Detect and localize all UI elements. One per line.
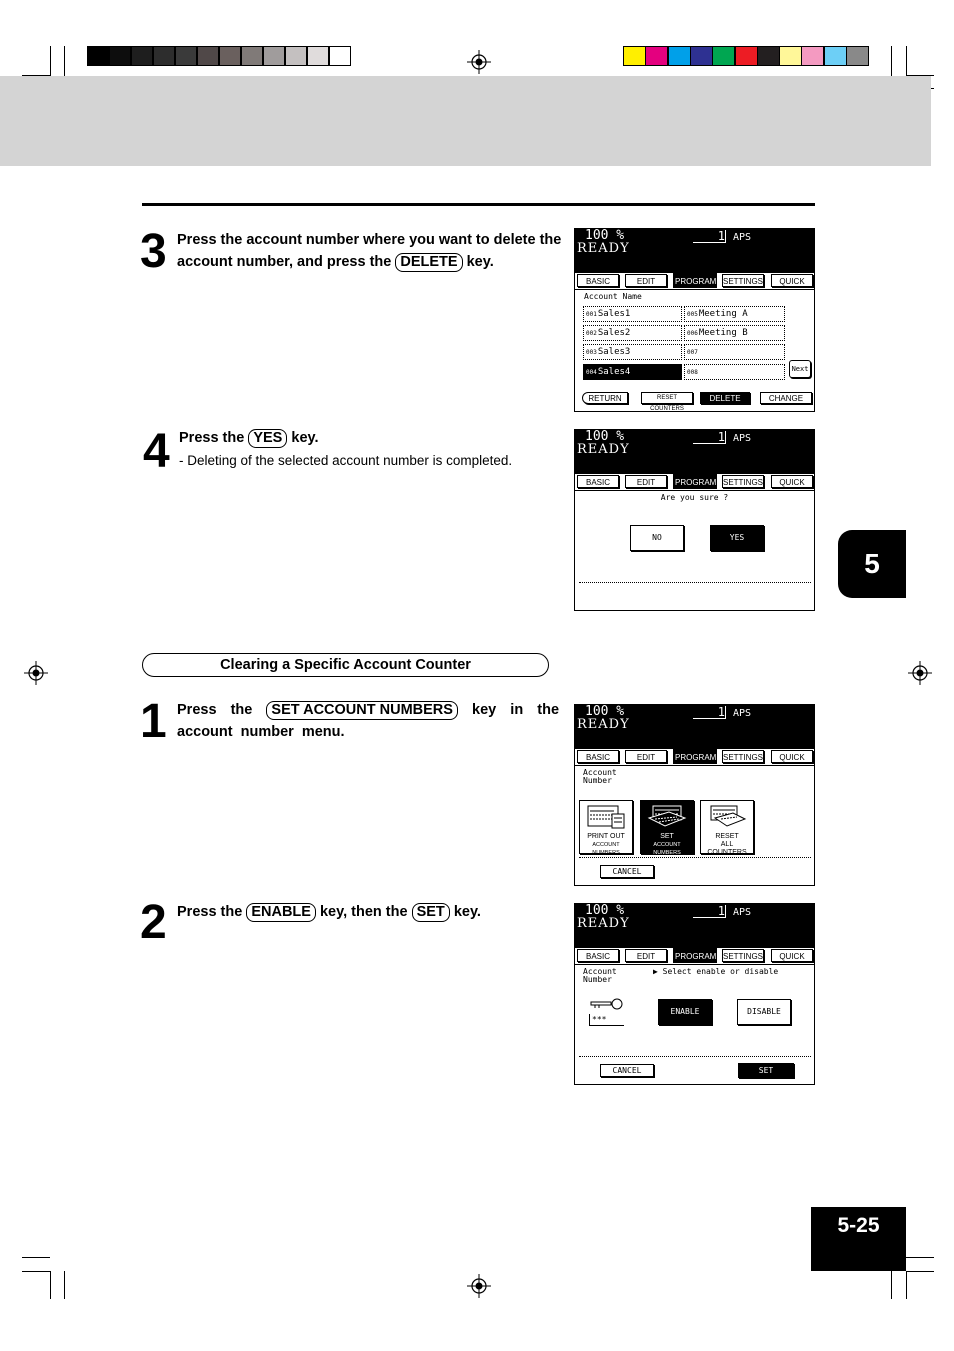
color-swatch xyxy=(197,46,219,66)
color-swatch xyxy=(87,46,109,66)
lcd-tab-bar xyxy=(575,474,814,491)
account-name: Meeting B xyxy=(698,328,748,338)
heading-line: Account xyxy=(583,967,617,976)
lcd-tab-bar xyxy=(575,749,814,766)
account-cell-003[interactable] xyxy=(583,344,682,360)
step-text: key. xyxy=(466,254,494,270)
lcd-status-bar xyxy=(575,904,814,948)
zoom-readout: 100 % xyxy=(585,903,625,918)
account-name: Sales1 xyxy=(597,309,631,319)
account-number: 002 xyxy=(586,330,597,337)
tab-program[interactable]: PROGRAM xyxy=(674,949,716,962)
tab-settings[interactable]: SETTINGS xyxy=(722,475,764,488)
copy-quantity: 1 xyxy=(693,230,726,243)
lcd-status-bar xyxy=(575,430,814,474)
account-number-heading xyxy=(583,769,617,785)
color-swatch xyxy=(645,46,668,66)
tab-basic[interactable]: BASIC xyxy=(577,949,619,962)
ready-status: READY xyxy=(577,916,630,931)
print-list-icon xyxy=(584,804,628,830)
color-swatch xyxy=(241,46,263,66)
step-number: 3 xyxy=(140,225,165,278)
divider xyxy=(579,857,811,858)
set-account-numbers-key-label: SET ACCOUNT NUMBERS xyxy=(266,701,458,720)
enable-button[interactable]: ENABLE xyxy=(658,999,712,1025)
copy-quantity: 1 xyxy=(693,706,726,719)
step-text: Press the xyxy=(177,702,253,718)
icon-label: ALL COUNTERS xyxy=(707,841,747,856)
step-instruction xyxy=(179,427,569,449)
account-number: 005 xyxy=(687,311,698,318)
page-number: 5-25 xyxy=(811,1207,906,1271)
delete-key-label: DELETE xyxy=(395,253,462,272)
step-number: 4 xyxy=(143,425,168,478)
account-cell-001[interactable] xyxy=(583,306,682,322)
tab-edit[interactable]: EDIT xyxy=(625,750,667,763)
lcd-status-bar xyxy=(575,229,814,273)
no-button[interactable]: NO xyxy=(630,525,684,551)
copy-quantity: 1 xyxy=(693,905,726,918)
reset-counters-button[interactable]: RESET COUNTERS xyxy=(641,392,693,404)
color-swatch xyxy=(801,46,824,66)
color-swatch xyxy=(175,46,197,66)
tab-program[interactable]: PROGRAM xyxy=(674,750,716,763)
next-page-button[interactable]: Next xyxy=(789,360,811,378)
account-number: 003 xyxy=(586,349,597,356)
delete-button[interactable]: DELETE xyxy=(700,392,750,404)
color-swatch xyxy=(846,46,869,66)
step-text: Press the account number where you want to delete the account number, and press the xyxy=(177,232,562,270)
registration-mark-icon xyxy=(467,50,491,74)
step-text: key. xyxy=(291,430,319,446)
account-name: Sales2 xyxy=(597,328,631,338)
prompt-text: Select enable or disable xyxy=(662,967,779,976)
color-swatch xyxy=(109,46,131,66)
color-swatch xyxy=(690,46,713,66)
section-rule xyxy=(142,203,815,206)
color-swatch xyxy=(779,46,802,66)
account-name-heading: Account Name xyxy=(584,292,642,301)
yes-button[interactable]: YES xyxy=(710,525,764,551)
account-number-heading xyxy=(583,968,617,984)
color-swatch xyxy=(735,46,758,66)
step-text: key, then the xyxy=(319,904,408,920)
tab-basic[interactable]: BASIC xyxy=(577,475,619,488)
chapter-tab: 5 xyxy=(838,530,906,598)
aps-indicator: APS xyxy=(733,907,752,918)
set-button[interactable]: SET xyxy=(738,1063,794,1078)
change-button[interactable]: CHANGE xyxy=(760,392,812,404)
lcd-screen-account-menu xyxy=(574,704,815,886)
play-arrow-icon: ▶ xyxy=(653,967,658,976)
icon-label: ACCOUNT NUMBERS xyxy=(592,842,620,856)
tab-edit[interactable]: EDIT xyxy=(625,949,667,962)
zoom-readout: 100 % xyxy=(585,429,625,444)
set-keyboard-icon xyxy=(645,804,689,830)
tab-program[interactable]: PROGRAM xyxy=(674,475,716,488)
lcd-tab-bar xyxy=(575,948,814,965)
cancel-button[interactable]: CANCEL xyxy=(600,1064,654,1077)
step-number: 1 xyxy=(140,695,165,748)
step-text: key in the account number menu. xyxy=(177,702,560,740)
registration-mark-icon xyxy=(467,1274,491,1298)
aps-indicator: APS xyxy=(733,708,752,719)
account-cell-002[interactable] xyxy=(583,325,682,341)
account-cell-005[interactable] xyxy=(684,306,785,322)
heading-line: Number xyxy=(583,776,612,785)
step-note: - Deleting of the selected account number is completed. xyxy=(179,453,513,468)
step-number: 2 xyxy=(140,896,165,949)
tab-settings[interactable]: SETTINGS xyxy=(722,949,764,962)
color-swatch xyxy=(668,46,691,66)
aps-indicator: APS xyxy=(733,433,752,444)
color-swatch xyxy=(219,46,241,66)
tab-quick[interactable]: QUICK xyxy=(771,475,813,488)
zoom-readout: 100 % xyxy=(585,228,625,243)
color-swatch xyxy=(329,46,351,66)
step-instruction xyxy=(177,901,567,923)
account-cell-008[interactable] xyxy=(684,364,785,380)
lcd-screen-account-list xyxy=(574,228,815,412)
ready-status: READY xyxy=(577,717,630,732)
aps-indicator: APS xyxy=(733,232,752,243)
lcd-screen-confirm-delete xyxy=(574,429,815,611)
account-number: 001 xyxy=(586,311,597,318)
color-swatch xyxy=(307,46,329,66)
account-number: 007 xyxy=(687,349,698,356)
reset-all-counters-button[interactable] xyxy=(700,800,754,854)
set-account-numbers-button[interactable] xyxy=(640,800,694,854)
tab-edit[interactable]: EDIT xyxy=(625,274,667,287)
header-band xyxy=(0,76,931,166)
color-swatch xyxy=(757,46,780,66)
copy-quantity: 1 xyxy=(693,431,726,444)
icon-label: PRINT OUT xyxy=(587,833,625,840)
tab-basic[interactable]: BASIC xyxy=(577,750,619,763)
step-text: Press the xyxy=(177,904,243,920)
reset-counters-icon xyxy=(705,804,749,830)
account-name: Sales3 xyxy=(597,347,631,357)
tab-quick[interactable]: QUICK xyxy=(771,274,813,287)
set-key-label: SET xyxy=(412,903,450,922)
icon-label: SET xyxy=(660,833,674,840)
yes-key-label: YES xyxy=(248,429,287,448)
color-swatch xyxy=(263,46,285,66)
lcd-status-bar xyxy=(575,705,814,749)
password-stars: *** xyxy=(589,1014,624,1026)
account-number: 008 xyxy=(687,369,698,376)
tab-edit[interactable]: EDIT xyxy=(625,475,667,488)
account-cell-007[interactable] xyxy=(684,344,785,360)
account-number: 006 xyxy=(687,330,698,337)
lcd-screen-enable-disable xyxy=(574,903,815,1085)
step-instruction xyxy=(177,229,567,273)
icon-label: ACCOUNT NUMBERS xyxy=(653,842,681,856)
account-name: Meeting A xyxy=(698,309,748,319)
tab-quick[interactable]: QUICK xyxy=(771,750,813,763)
step-text: key. xyxy=(453,904,481,920)
heading-line: Account xyxy=(583,768,617,777)
account-cell-006[interactable] xyxy=(684,325,785,341)
color-swatch xyxy=(623,46,646,66)
ready-status: READY xyxy=(577,442,630,457)
lcd-tab-bar xyxy=(575,273,814,290)
registration-mark-icon xyxy=(24,661,48,685)
tab-program[interactable]: PROGRAM xyxy=(674,274,716,287)
step-instruction xyxy=(177,699,559,743)
key-icon xyxy=(589,998,625,1010)
divider xyxy=(579,1056,811,1057)
color-swatch xyxy=(712,46,735,66)
step-text: Press the xyxy=(179,430,245,446)
color-swatch xyxy=(153,46,175,66)
color-swatch xyxy=(131,46,153,66)
print-out-account-numbers-button[interactable] xyxy=(579,800,633,854)
section-heading: Clearing a Specific Account Counter xyxy=(142,653,549,677)
account-name: Sales4 xyxy=(597,367,631,377)
color-swatch xyxy=(824,46,847,66)
account-number: 004 xyxy=(586,369,597,376)
divider xyxy=(579,582,811,583)
icon-label: RESET xyxy=(715,833,739,840)
tab-basic[interactable]: BASIC xyxy=(577,274,619,287)
select-prompt xyxy=(653,968,778,976)
enable-key-label: ENABLE xyxy=(246,903,316,922)
tab-quick[interactable]: QUICK xyxy=(771,949,813,962)
heading-line: Number xyxy=(583,975,612,984)
registration-mark-icon xyxy=(908,661,932,685)
ready-status: READY xyxy=(577,241,630,256)
account-cell-004-selected[interactable] xyxy=(583,364,682,380)
tab-settings[interactable]: SETTINGS xyxy=(722,750,764,763)
tab-settings[interactable]: SETTINGS xyxy=(722,274,764,287)
color-swatch xyxy=(285,46,307,66)
confirm-question: Are you sure ? xyxy=(660,493,729,502)
disable-button[interactable]: DISABLE xyxy=(737,999,791,1025)
return-button[interactable]: RETURN xyxy=(582,392,628,404)
cancel-button[interactable]: CANCEL xyxy=(600,865,654,878)
zoom-readout: 100 % xyxy=(585,704,625,719)
